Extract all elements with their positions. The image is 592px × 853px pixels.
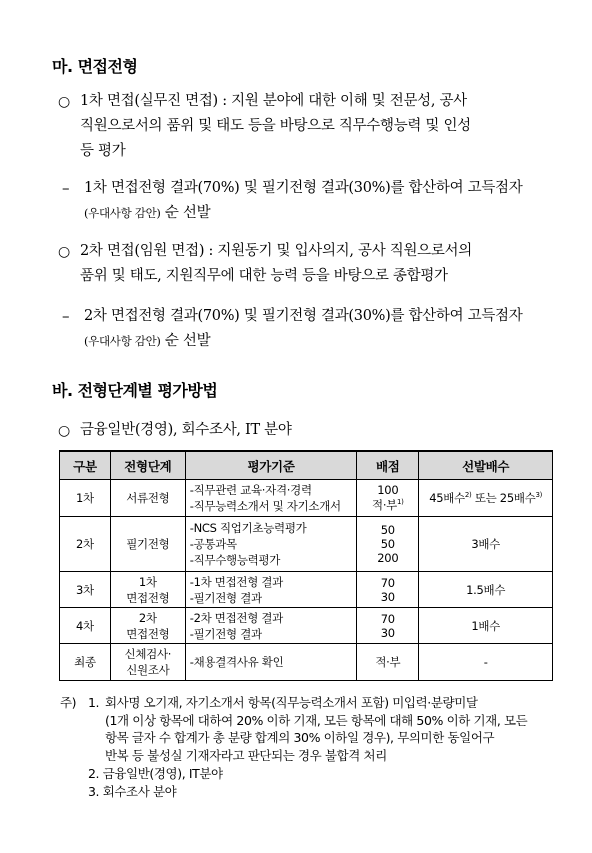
selection-a: 45배수 (429, 491, 465, 505)
cell-stage: 필기전형 (110, 517, 185, 572)
cell-score (357, 608, 419, 644)
note-2: 2. 금융일반(경영), IT분야 (88, 766, 223, 781)
header-stage: 전형단계 (110, 451, 185, 480)
score-line: 30 (380, 625, 395, 640)
header-score: 배점 (357, 451, 419, 480)
cell-division: 2차 (60, 517, 111, 572)
cell-division: 3차 (60, 572, 111, 608)
stage-line: 면접전형 (126, 626, 170, 641)
note-1-line: 반복 등 불성실 기재자라고 판단되는 경우 불합격 처리 (105, 747, 387, 763)
stage-line: 2차 (138, 610, 157, 625)
stage-line: 신원조사 (126, 663, 170, 677)
item2-line2: 품위 및 태도, 지원직무에 대한 능력 등을 바탕으로 종합평가 (80, 268, 448, 284)
stage-line: 1차 (138, 574, 157, 589)
header-criteria: 평가기준 (185, 451, 357, 480)
cell-criteria (185, 572, 357, 608)
table-row (60, 644, 553, 681)
criteria-line: -2차 면접전형 결과 (189, 610, 283, 625)
footnote-ref: 3) (535, 491, 543, 500)
cell-division: 4차 (60, 608, 111, 644)
sub1-text (84, 176, 522, 226)
notes-prefix: 주) (60, 695, 77, 710)
section-title-interview: 마. 면접전형 (52, 57, 138, 76)
evaluation-table (59, 450, 553, 681)
criteria-line: -채용결격사유 확인 (189, 655, 284, 669)
item1-text (80, 89, 471, 164)
criteria-line: -직무수행능력평가 (189, 553, 281, 567)
bullet-icon: ○ (58, 244, 71, 260)
item1-line3: 등 평가 (80, 143, 126, 159)
criteria-line: -1차 면접전형 결과 (189, 574, 283, 589)
sub2-text (84, 304, 522, 354)
note-1-line: (1개 이상 항목에 대하여 20% 이하 기재, 모든 항목에 대해 50% 이하 기재, 모든 (105, 712, 528, 728)
criteria-line: -직무관련 교육·자격·경력 (189, 483, 312, 497)
criteria-line: -직무능력소개서 및 자기소개서 (189, 499, 341, 513)
score-line: 70 (380, 575, 395, 590)
note-3: 3. 회수조사 분야 (88, 784, 177, 799)
note-1 (105, 694, 555, 764)
scope-text: 금융일반(경영), 회수조사, IT 분야 (80, 422, 292, 438)
score-line: 30 (380, 589, 395, 604)
cell-division: 최종 (60, 644, 111, 681)
dash-icon: – (62, 307, 70, 325)
criteria-line: -필기전형 결과 (189, 590, 262, 605)
criteria-line: -필기전형 결과 (189, 626, 262, 641)
note-1-line: 회사명 오기재, 자기소개서 항목(직무능력소개서 포함) 미입력·분량미달 (105, 695, 478, 710)
cell-criteria (185, 608, 357, 644)
sub2-note: (우대사항 감안) (84, 334, 161, 348)
note-1-line: 항목 글자 수 합계가 총 분량 합계의 30% 이하일 경우), 무의미한 동일어구 (105, 730, 495, 745)
cell-score (357, 517, 419, 572)
cell-selection: 1.5배수 (419, 572, 553, 608)
item1-line2: 직원으로서의 품위 및 태도 등을 바탕으로 직무수행능력 및 인성 (80, 118, 471, 134)
cell-criteria (185, 644, 357, 681)
bullet-icon: ○ (58, 94, 71, 110)
section-title-evaluation: 바. 전형단계별 평가방법 (52, 381, 218, 400)
score-line: 70 (380, 611, 395, 626)
selection-b: 또는 25배수 (471, 491, 536, 505)
score-line: 50 (380, 537, 395, 551)
table-row (60, 517, 553, 572)
cell-stage (110, 644, 185, 681)
cell-division: 1차 (60, 480, 111, 517)
header-division: 구분 (60, 451, 111, 480)
dash-icon: – (62, 179, 70, 197)
sub2-line2: 순 선발 (160, 333, 211, 349)
cell-selection (419, 480, 553, 517)
score-line: 100 (377, 483, 399, 497)
criteria-line: -공통과목 (189, 537, 237, 551)
sub2-line1: 2차 면접전형 결과(70%) 및 필기전형 결과(30%)를 합산하여 고득점자 (84, 308, 523, 324)
cell-selection: - (419, 644, 553, 681)
stage-line: 신체검사· (124, 647, 172, 661)
cell-score: 적·부 (357, 644, 419, 681)
cell-criteria (185, 480, 357, 517)
cell-score (357, 572, 419, 608)
bullet-icon: ○ (58, 423, 71, 439)
sub1-note: (우대사항 감안) (84, 206, 161, 220)
cell-stage (110, 608, 185, 644)
item2-line1: 2차 면접(임원 면접) : 지원동기 및 입사의지, 공사 직원으로서의 (80, 243, 472, 259)
score-line: 적·부 (372, 498, 397, 512)
table-row (60, 480, 553, 517)
header-selection: 선발배수 (419, 451, 553, 480)
cell-stage: 서류전형 (110, 480, 185, 517)
cell-score (357, 480, 419, 517)
footnote-ref: 2) (464, 491, 472, 500)
stage-line: 면접전형 (126, 590, 170, 605)
score-line: 50 (380, 523, 395, 537)
table-row (60, 608, 553, 644)
item1-line1: 1차 면접(실무진 면접) : 지원 분야에 대한 이해 및 전문성, 공사 (80, 93, 467, 109)
footnote-ref: 1) (397, 498, 404, 507)
cell-stage (110, 572, 185, 608)
note-1-number: 1. (88, 695, 100, 710)
score-line: 200 (377, 551, 399, 565)
sub1-line1: 1차 면접전형 결과(70%) 및 필기전형 결과(30%)를 합산하여 고득점자 (84, 180, 523, 196)
cell-selection: 1배수 (419, 608, 553, 644)
criteria-line: -NCS 직업기초능력평가 (189, 521, 307, 535)
table-row (60, 572, 553, 608)
cell-selection: 3배수 (419, 517, 553, 572)
item2-text (80, 239, 472, 289)
table-header-row (60, 451, 553, 480)
sub1-line2: 순 선발 (160, 205, 211, 221)
cell-criteria (185, 517, 357, 572)
